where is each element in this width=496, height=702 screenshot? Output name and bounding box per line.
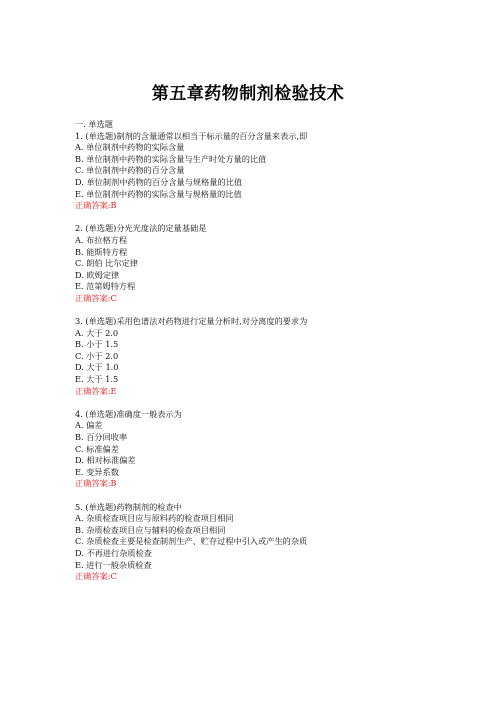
question-stem: 2. (单选题)分光光度法的定量基础是: [75, 223, 207, 234]
option-c: C. 标准偏差: [75, 443, 119, 454]
option-d: D. 单位制剂中药物的百分含量与规格量的比值: [75, 176, 243, 187]
option-e: E. 变异系数: [75, 466, 119, 477]
question-5: [75, 502, 435, 583]
correct-answer: [75, 478, 435, 490]
option-d: D. 大于 1.0: [75, 362, 119, 373]
question-4: [75, 409, 435, 490]
option-a: A. 大于 2.0: [75, 327, 119, 338]
option-c: C. 单位制剂中药物的百分含量: [75, 165, 185, 176]
answer-value: E: [110, 385, 117, 396]
option-a: A. 杂质检查项目应与原料药的检查项目相同: [75, 513, 234, 524]
answer-prefix: 正确答案:: [75, 478, 111, 489]
document-body: [75, 119, 435, 594]
question-stem: 4. (单选题)准确度一般表示为: [75, 408, 182, 419]
option-b: B. 杂质检查项目应与辅料的检查项目相同: [75, 524, 226, 535]
question-stem: 1. (单选题)制剂的含量通常以相当于标示量的百分含量来表示,即: [75, 130, 308, 141]
option-d: D. 不再进行杂质检查: [75, 547, 152, 558]
option-c: C. 朗伯 比尔定律: [75, 258, 138, 269]
option-a: A. 偏差: [75, 420, 103, 431]
question-2: [75, 223, 435, 304]
option-b: B. 单位制剂中药物的实际含量与生产时处方量的比值: [75, 153, 267, 164]
option-e: E. 大于 1.5: [75, 374, 119, 385]
section-label: 一. 单选题: [75, 119, 113, 129]
answer-value: C: [110, 571, 117, 582]
question-stem: 5. (单选题)药物制剂的检查中: [75, 501, 182, 512]
correct-answer: [75, 293, 435, 305]
answer-value: B: [110, 478, 117, 489]
answer-value: C: [110, 292, 117, 303]
answer-prefix: 正确答案:: [75, 571, 111, 582]
correct-answer: [75, 571, 435, 583]
option-c: C. 杂质检查主要是检查制剂生产、贮存过程中引入或产生的杂质: [75, 536, 308, 547]
option-e: E. 范第姆特方程: [75, 281, 136, 292]
correct-answer: [75, 386, 435, 398]
answer-prefix: 正确答案:: [75, 385, 111, 396]
option-e: E. 单位制剂中药物的实际含量与规格量的比值: [75, 188, 242, 199]
option-a: A. 单位制剂中药物的实际含量: [75, 142, 185, 153]
option-b: B. 能斯特方程: [75, 246, 128, 257]
question-1: [75, 131, 435, 212]
option-d: D. 相对标准偏差: [75, 455, 136, 466]
correct-answer: [75, 200, 435, 212]
option-c: C. 小于 2.0: [75, 350, 119, 361]
option-a: A. 布拉格方程: [75, 234, 128, 245]
question-stem: 3. (单选题)采用色谱法对药物进行定量分析时,对分离度的要求为: [75, 316, 308, 327]
answer-prefix: 正确答案:: [75, 200, 111, 211]
document-title: 第五章药物制剂检验技术: [151, 84, 345, 104]
answer-value: B: [110, 200, 117, 211]
option-b: B. 小于 1.5: [75, 339, 119, 350]
option-b: B. 百分回收率: [75, 432, 128, 443]
question-3: [75, 316, 435, 397]
answer-prefix: 正确答案:: [75, 292, 111, 303]
option-e: E. 进行一般杂质检查: [75, 559, 152, 570]
option-d: D. 欧姆定律: [75, 269, 120, 280]
